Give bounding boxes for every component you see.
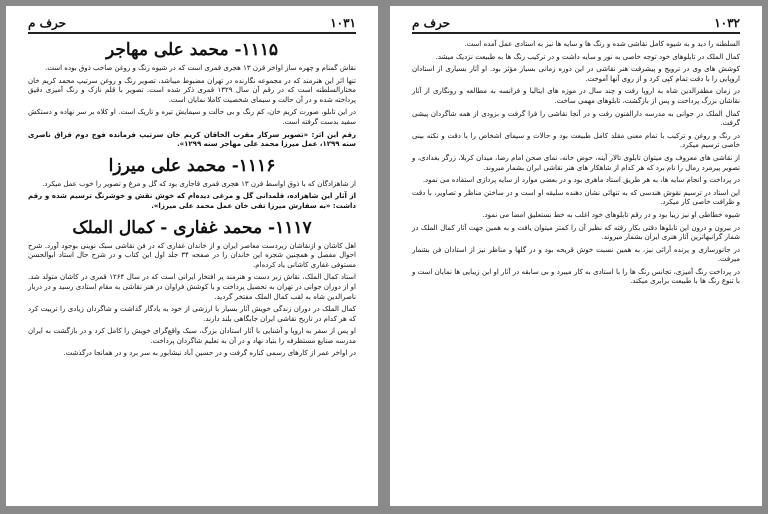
body-paragraph: کوشش های وی در ترویج و پیشرفت هنر نقاشی در این دوره زمانی بسیار مؤثر بود. او آثار بسیاری از استادان اروپایی را با دقت تمام کپی کرد و از روی آنها آموخت. bbox=[412, 65, 740, 83]
page-number: ۱۰۳۲ bbox=[714, 16, 740, 30]
body-paragraph: کمال الملک در تابلوهای خود توجه خاصی به نور و سایه داشت و در ترکیب رنگ ها به طبیعت نزدیک میشد. bbox=[435, 52, 740, 61]
right-page bbox=[390, 6, 762, 506]
entry-paragraph: رقم این اثر: «تصویر سرکار مقرب الخاقان کریم خان سرتیپ فرمانده فوج دوم قزاق ناصری سنه ۱۲۹۹، عمل میرزا محمد علی مهاجر سنه ۱۲۹۹». bbox=[28, 130, 356, 149]
body-paragraph: این استاد در ترسیم نقوش هندسی که به تنهائی نشان دهنده سلیقه او است و در ساختن مناظر و تصاویر، با دقت و ظرافت خاصی کار میکرد. bbox=[412, 188, 740, 207]
entry-paragraph: نقاش گمنام و چهره ساز اواخر قرن ۱۳ هجری قمری است که در شیوه رنگ و روغن صاحب ذوق بوده است. bbox=[45, 64, 356, 72]
entry-paragraph: از شاهزادگان که با ذوق اواسط قرن ۱۳ هجری قمری قاجاری بود که گل و مرغ و تصویر را خوب عمل میکرد. bbox=[42, 179, 356, 188]
entry-paragraph: استاد کمال الملک، نقاش زبر دست و هنرمند پر افتخار ایرانی است که در سال ۱۲۶۴ قمری در کاشان متولد شد. او از دوران جوانی در تهران به تحصیل پرداخت و با کوشش فراوان در هنر نقاشی به مقام استادی رسید و در دربار ناصرالدین شاه به لقب کمال الملک مفتخر گردید. bbox=[28, 273, 356, 301]
entry-title: ۱۱۱۵- محمد علی مهاجر bbox=[105, 40, 279, 60]
running-head: حرف م bbox=[412, 16, 451, 30]
body-paragraph: در جانورسازی و پرنده آرائی نیز، به همین نسبت خوش قریحه بود و در گلها و مناظر نیز از استادان فن بشمار میرفت. bbox=[412, 245, 740, 264]
body-paragraph: السلطنه را دید و به شیوه کامل نقاشی شده و رنگ ها و سایه ها نیز به استادی عمل آمده است. bbox=[464, 40, 740, 48]
entry-paragraph: کمال الملک در دوران زندگی خویش آثار بسیار با ارزشی از خود به یادگار گذاشت و شاگردان زیادی را تربیت کرد که هر کدام در تاریخ نقاشی ایران جایگاهی بلند دارند. bbox=[28, 305, 356, 323]
body-paragraph: در رنگ و روغن و ترکیب با تمام معنی مقلد کامل طبیعت بود و حالات و سیمای اشخاص را با دقت و نکته بینی خاصی ترسیم میکرد. bbox=[412, 131, 740, 150]
entry-paragraph: در اواخر عمر از کارهای رسمی کناره گرفت و در حسین آباد نیشابور به سر برد و در همانجا درگذشت. bbox=[63, 349, 356, 358]
entry-paragraph: در این تابلو، صورت کریم خان، کم رنگ و بی حالت و سیمایش تیره و تاریک است. او کلاه بر سر نهاده و دستکش سفید بدست گرفته است. bbox=[28, 108, 356, 126]
entry-paragraph: تنها اثر این هنرمند که در مجموعه نگارنده در تهران مضبوط میباشد، تصویر رنگ و روغن سرتیپ محمد کریم خان مختارالسلطنه است که در رقم آن سال ۱۳۲۹ قمری ذکر شده است. تصویر با قلم نازک و رنگ آمیزی دقیق پرداخته شده و در آن حالت و سیمای شخصیت کاملا نمایان است. bbox=[28, 76, 356, 104]
body-paragraph: در زمان مظفرالدین شاه به اروپا رفت و چند سال در موزه های ایتالیا و فرانسه به مطالعه و رونگاری از آثار نقاشان بزرگ پرداخت و پس از بازگشت، تابلوهای مهمی ساخت. bbox=[412, 87, 740, 105]
page-header bbox=[412, 16, 740, 34]
entry-title: ۱۱۱۶- محمد علی میرزا bbox=[108, 155, 276, 176]
body-paragraph: در پرداخت و انجام سایه ها، به هر طریق استاد ماهری بود و در بعضی موارد از سایه پردازی استفاده می نمود. bbox=[422, 176, 740, 185]
page-header bbox=[28, 16, 356, 34]
body-paragraph: از نقاشی های معروف وی میتوان تابلوی تالار آینه، حوض خانه، نمای صحن امام رضا، میدان کربلا، زرگر بغدادی، و تصویر پیرمرد رمال را نام برد که هر کدام از شاهکار های هنر نقاشی ایران بشمار میروند. bbox=[412, 153, 740, 172]
left-page bbox=[6, 6, 378, 506]
body-paragraph: کمال الملک در جوانی به مدرسه دارالفنون رفت و در آنجا نقاشی را فرا گرفت و بزودی از همه شاگردان پیشی گرفت. bbox=[412, 109, 740, 128]
entry-paragraph: از آثار این شاهزاده، قلمدانی گل و مرغی دیده‌ام که خوش نقش و خوشرنگ ترسیم شده و رقم داشت: «به سفارش میرزا تقی خان عمل محمد علی میرزا». bbox=[28, 192, 356, 210]
page-number: ۱۰۳۱ bbox=[330, 16, 356, 30]
body-paragraph: در بیرون و درون این تابلوها دقتی بکار رفته که نظیر آن را کمتر میتوان یافت و به همین جهت آثار کمال الملک در شمار گرانبهاترین آثار هنری ایران بشمار میروند. bbox=[412, 223, 740, 242]
entry-title: ۱۱۱۷- محمد غفاری - کمال الملک bbox=[72, 217, 312, 238]
body-paragraph: در پرداخت رنگ آمیزی، تجانس رنگ ها را با استادی به کار میبرد و بی سابقه در آثار او این زیبایی ها نمایان است و با تنوع رنگ ها با طبیعت برابری میکند. bbox=[412, 267, 740, 286]
entry-paragraph: او پس از سفر به اروپا و آشنایی با آثار استادان بزرگ، سبک واقع‌گرای خویش را کامل کرد و در بازگشت به ایران مدرسه صنایع مستظرفه را بنیاد نهاد و در آن به تعلیم شاگردان پرداخت. bbox=[28, 327, 356, 345]
entry-paragraph: اهل کاشان و ازنقاشان زبردست معاصر ایران و از خاندان غفاری که در فن نقاشی سبک نوینی بوجود آورد. شرح احوال مفصل و همچنین شجره این خاندان را در صفحه ۳۴ جلد اول این کتاب و در شرح حال استاد ابوالحسن مستوفی غفاری کاشانی یاد کرده‌ام. bbox=[28, 241, 356, 269]
running-head: حرف م bbox=[28, 16, 67, 30]
body-paragraph: شیوه خطاطی او نیز زیبا بود و در رقم تابلوهای خود اغلب به خط نستعلیق امضا می نمود. bbox=[482, 210, 740, 219]
